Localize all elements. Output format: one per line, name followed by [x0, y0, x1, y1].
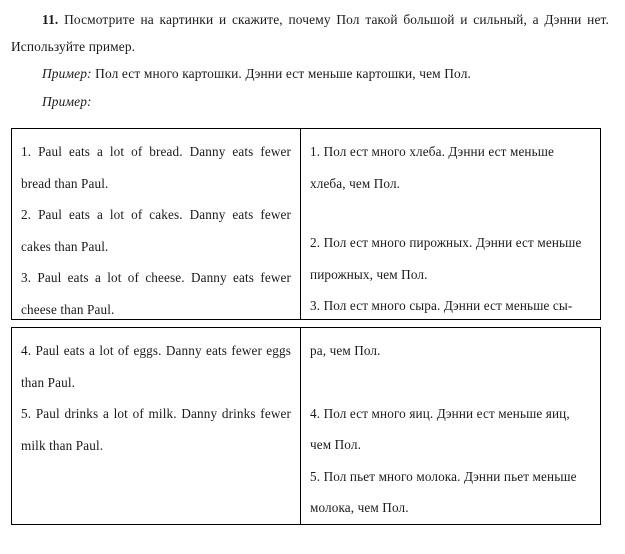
exercise-intro: [11, 6, 609, 115]
sentence-en-3: 3. Paul eats a lot of cheese. Danny eats fewer cheese than Paul.: [21, 270, 291, 317]
line-gap: [310, 199, 591, 227]
answers-table-part-1: [11, 128, 601, 320]
table-cell-russian-1: [301, 129, 600, 319]
sentence-en-4: 4. Paul eats a lot of eggs. Danny eats fewer eggs than Paul.: [21, 343, 291, 390]
example-line-1: [11, 60, 609, 87]
sentence-en-5: 5. Paul drinks a lot of milk. Danny drinks fewer milk than Paul.: [21, 406, 291, 453]
exercise-prompt: [11, 6, 609, 60]
sentence-ru-2: 2. Пол ест много пирожных. Дэнни ест меньше пирожных, чем Пол.: [310, 235, 582, 282]
sentence-en-2: 2. Paul eats a lot of cakes. Danny eats fewer cakes than Paul.: [21, 207, 291, 254]
sentence-ru-3: 3. Пол ест много сыра. Дэнни ест меньше сы-: [310, 298, 573, 313]
example-label-1: Пример:: [42, 66, 92, 81]
table-cell-english-1: [12, 129, 301, 319]
sentence-ru-1: 1. Пол ест много хлеба. Дэнни ест меньше хлеба, чем Пол.: [310, 144, 555, 191]
table-row: [12, 129, 600, 319]
sentence-en-1: 1. Paul eats a lot of bread. Danny eats fewer bread than Paul.: [21, 144, 291, 191]
sentence-ru-5: 5. Пол пьет много молока. Дэнни пьет меньше молока, чем Пол.: [310, 468, 577, 515]
sentence-ru-4: 4. Пол ест много яиц. Дэнни ест меньше яиц, чем Пол.: [310, 405, 570, 452]
line-gap: [310, 367, 591, 398]
table-cell-english-2: [12, 328, 301, 524]
table-cell-russian-2: [301, 328, 600, 524]
sentence-ru-3-cont: ра, чем Пол.: [310, 343, 381, 358]
example-text-1: Пол ест много картошки. Дэнни ест меньше картошки, чем Пол.: [91, 66, 472, 81]
example-label-2: Пример:: [42, 94, 92, 109]
exercise-prompt-text: Посмотрите на картинки и скажите, почему Пол такой большой и сильный, а Дэнни нет. Используйте пример.: [11, 12, 610, 54]
example-line-2: [11, 88, 609, 115]
table-row: [12, 328, 600, 524]
exercise-number: 11.: [42, 12, 59, 27]
answers-table-part-2: [11, 327, 601, 525]
